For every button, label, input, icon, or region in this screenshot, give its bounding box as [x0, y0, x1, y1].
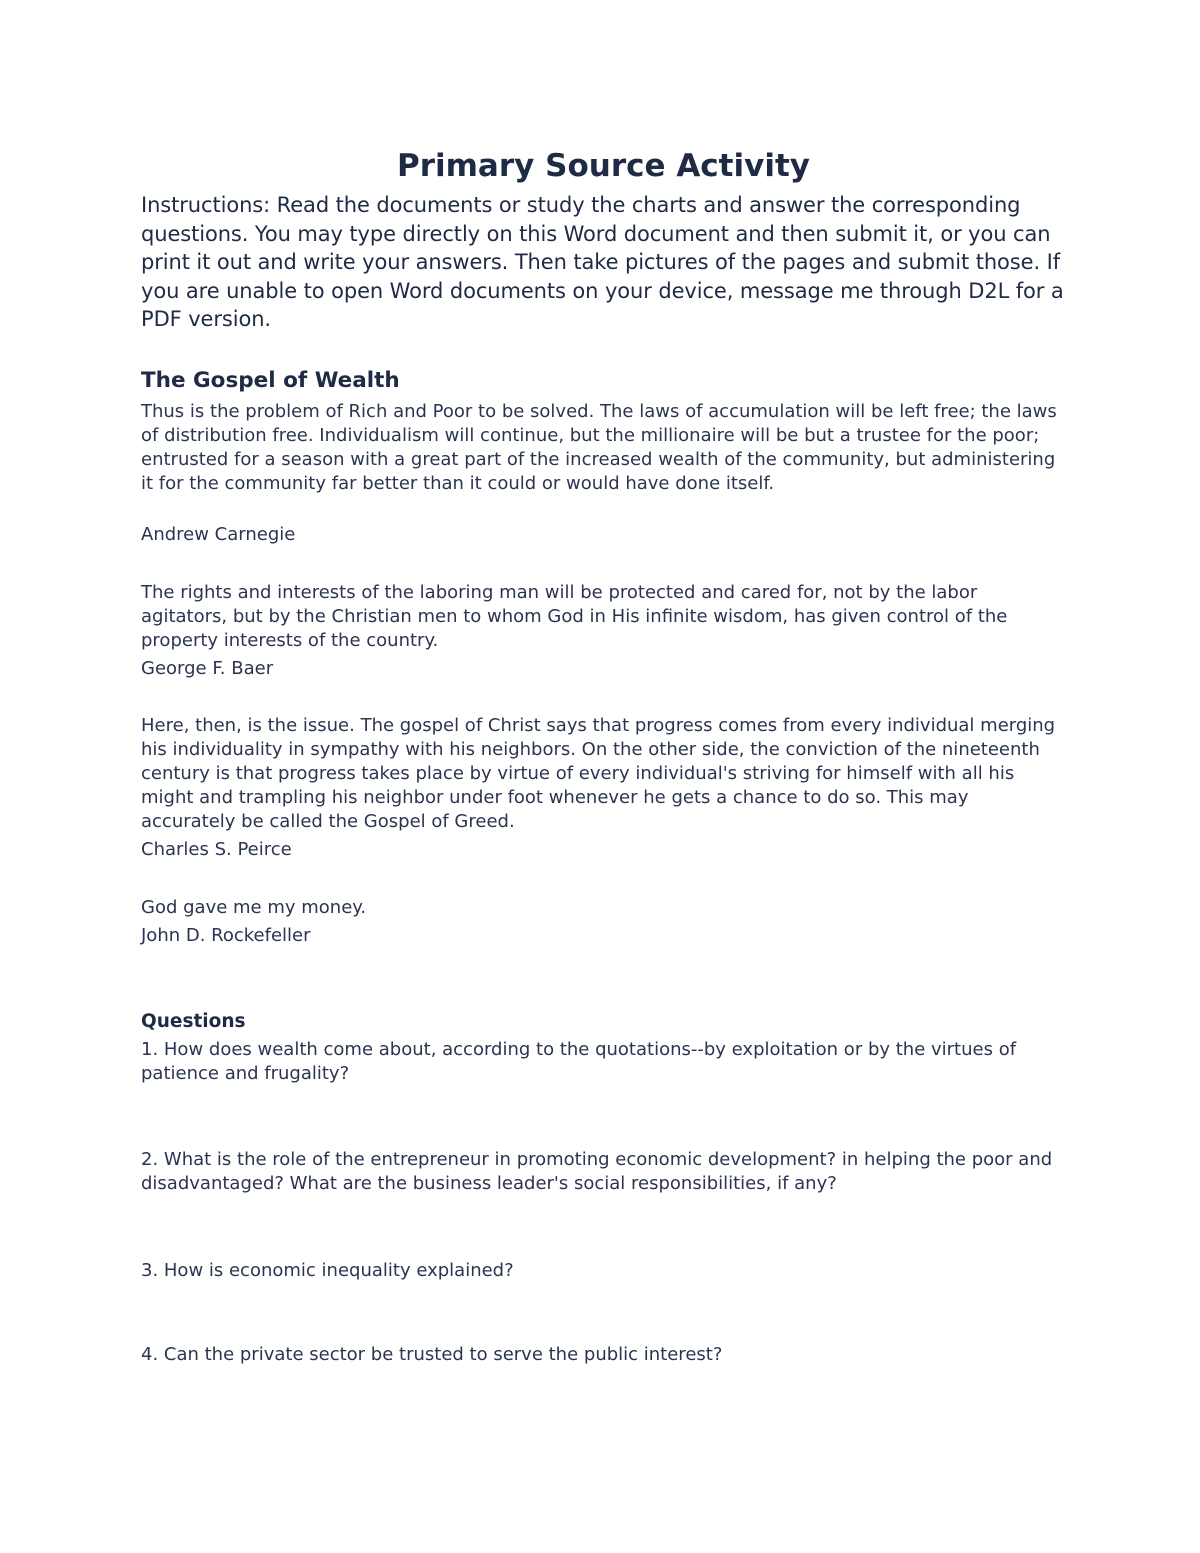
question-item: 4. Can the private sector be trusted to serve the public interest? [141, 1344, 723, 1365]
quote-baer: The rights and interests of the laboring man will be protected and cared for, not by the labor agitators, but by the Christian men to whom God in His infinite wisdom, has given control of the property interests of the country. [141, 582, 1008, 651]
quote-carnegie: Thus is the problem of Rich and Poor to be solved. The laws of accumulation will be left free; the laws of distribution free. Individualism will continue, but the millionaire will be but a trustee for the poor; entrusted for a season with a great part of the increased wealth of the community, but administering it for the community far better than it could or would have done itself. [141, 401, 1057, 494]
question-item: 1. How does wealth come about, according to the quotations--by exploitation or by the virtues of patience and frugality? [141, 1039, 1017, 1084]
quote-peirce: Here, then, is the issue. The gospel of Christ says that progress comes from every individual merging his individuality in sympathy with his neighbors. On the other side, the conviction of the nineteenth century is that progress takes place by virtue of every individual's striving for himself with all his might and trampling his neighbor under foot whenever he gets a chance to do so. This may accurately be called the Gospel of Greed. [141, 715, 1056, 832]
instructions-paragraph: Instructions: Read the documents or study the charts and answer the corresponding questions. You may type directly on this Word document and then submit it, or you can print it out and write your answers. Then take pictures of the pages and submit those. If you are unable to open Word documents on your device, message me through D2L for a PDF version. [141, 193, 1064, 331]
question-item: 2. What is the role of the entrepreneur in promoting economic development? in helping the poor and disadvantaged? What are the business leader's social responsibilities, if any? [141, 1149, 1053, 1194]
section-heading: The Gospel of Wealth [141, 368, 400, 393]
quote-author-baer: George F. Baer [141, 658, 274, 679]
quote-author-carnegie: Andrew Carnegie [141, 524, 296, 545]
quote-rockefeller: God gave me my money. [141, 897, 367, 918]
quote-author-rockefeller: John D. Rockefeller [141, 925, 311, 946]
page-title: Primary Source Activity [397, 148, 810, 184]
question-item: 3. How is economic inequality explained? [141, 1260, 514, 1281]
questions-heading: Questions [141, 1011, 246, 1032]
quote-author-peirce: Charles S. Peirce [141, 839, 292, 860]
